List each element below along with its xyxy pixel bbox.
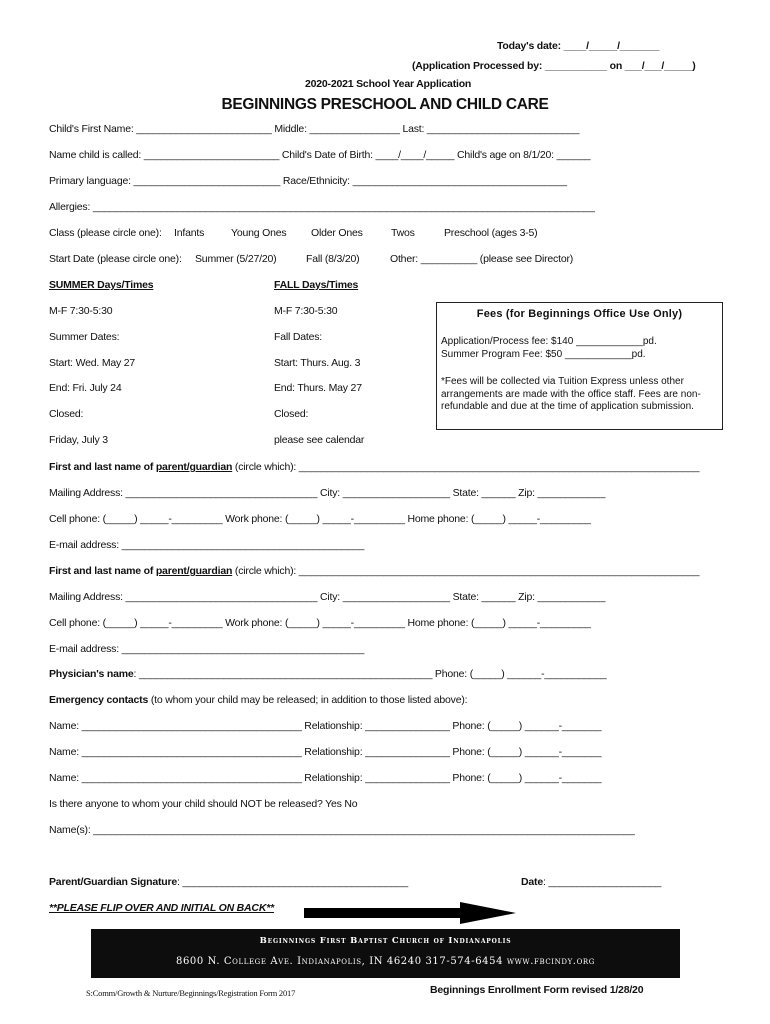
- start-option-fall[interactable]: Fall (8/3/20): [306, 253, 360, 265]
- guardian1-mailing-row[interactable]: Mailing Address: __________________________________ City: ___________________ State: ______ Zip: ____________: [49, 487, 606, 499]
- physician-label: Physician's name: [49, 668, 134, 680]
- page-title: BEGINNINGS PRESCHOOL AND CHILD CARE: [221, 96, 549, 113]
- fall-heading: FALL Days/Times: [274, 279, 359, 291]
- not-released-question[interactable]: Is there anyone to whom your child should NOT be released? Yes No: [49, 798, 358, 810]
- start-option-other[interactable]: Other: __________ (please see Director): [390, 253, 574, 265]
- signature-label: Parent/Guardian Signature: [49, 876, 178, 888]
- fall-line: End: Thurs. May 27: [274, 382, 362, 394]
- guardian-name-label: First and last name of: [49, 461, 156, 473]
- summer-line: Summer Dates:: [49, 331, 120, 343]
- emergency-contact-row[interactable]: Name: _______________________________________ Relationship: _______________ Phone: (_____) ______-_______: [49, 720, 602, 732]
- summer-line: End: Fri. July 24: [49, 382, 122, 394]
- emergency-contact-row[interactable]: Name: _______________________________________ Relationship: _______________ Phone: (_____) ______-_______: [49, 746, 602, 758]
- date-label: Date: [521, 876, 543, 888]
- summer-heading: SUMMER Days/Times: [49, 279, 154, 291]
- guardian1-phones-row[interactable]: Cell phone: (_____) _____-_________ Work phone: (_____) _____-_________ Home phone: (_____) _____-_________: [49, 513, 591, 525]
- application-fee-line[interactable]: Application/Process fee: $140 ____________pd.: [441, 336, 657, 347]
- signature-date-row[interactable]: [521, 876, 661, 888]
- guardian1-email-row[interactable]: E-mail address: ___________________________________________: [49, 539, 365, 551]
- start-date-label: Start Date (please circle one):: [49, 253, 182, 265]
- fall-line: please see calendar: [274, 434, 365, 446]
- fees-heading: Fees (for Beginnings Office Use Only): [476, 308, 683, 320]
- summer-line: Friday, July 3: [49, 434, 108, 446]
- guardian1-name-row[interactable]: [49, 461, 699, 473]
- guardian-name-blank: (circle which): _______________________________________________________________________: [232, 565, 700, 577]
- guardian2-name-row[interactable]: [49, 565, 699, 577]
- language-row[interactable]: Primary language: __________________________ Race/Ethnicity: ______________________________________: [49, 175, 567, 187]
- emergency-label: Emergency contacts: [49, 694, 149, 706]
- footer-address[interactable]: 8600 N. College Ave. Indianapolis, IN 46240 317-574-6454 www.fbcindy.org: [175, 956, 595, 967]
- allergies-row[interactable]: Allergies: _________________________________________________________________________________________: [49, 201, 595, 213]
- fall-line: M-F 7:30-5:30: [274, 305, 338, 317]
- fees-box: [436, 302, 723, 430]
- application-processed-line: (Application Processed by: ___________ on ___/___/_____): [412, 60, 696, 72]
- guardian-name-label-underlined: parent/guardian: [155, 461, 233, 473]
- signature-row[interactable]: [49, 876, 408, 888]
- class-option-twos[interactable]: Twos: [391, 227, 415, 239]
- revision-note: Beginnings Enrollment Form revised 1/28/20: [430, 984, 644, 996]
- class-option-infants[interactable]: Infants: [174, 227, 205, 239]
- guardian-name-label: First and last name of: [49, 565, 156, 577]
- start-option-summer[interactable]: Summer (5/27/20): [195, 253, 277, 265]
- right-arrow-icon: [300, 902, 520, 924]
- not-released-names-row[interactable]: Name(s): ________________________________________________________________________________________________: [49, 824, 635, 836]
- fall-line: Fall Dates:: [274, 331, 322, 343]
- class-option-young-ones[interactable]: Young Ones: [231, 227, 287, 239]
- summer-line: M-F 7:30-5:30: [49, 305, 113, 317]
- physician-blank: : ____________________________________________________ Phone: (_____) ______-___________: [133, 668, 607, 680]
- summer-line: Start: Wed. May 27: [49, 357, 136, 369]
- footer-banner: [91, 929, 680, 978]
- school-year-heading: 2020-2021 School Year Application: [305, 78, 472, 90]
- summer-fee-line[interactable]: Summer Program Fee: $50 ____________pd.: [441, 349, 646, 360]
- class-option-older-ones[interactable]: Older Ones: [311, 227, 363, 239]
- summer-line: Closed:: [49, 408, 84, 420]
- guardian2-phones-row[interactable]: Cell phone: (_____) _____-_________ Work phone: (_____) _____-_________ Home phone: (_____) _____-_________: [49, 617, 591, 629]
- guardian-name-blank: (circle which): _______________________________________________________________________: [232, 461, 700, 473]
- child-called-row[interactable]: Name child is called: ________________________ Child's Date of Birth: ____/____/_____ Child's age on 8/1/20: ______: [49, 149, 591, 161]
- guardian2-mailing-row[interactable]: Mailing Address: __________________________________ City: ___________________ State: ______ Zip: ____________: [49, 591, 606, 603]
- date-blank: : ____________________: [542, 876, 662, 888]
- todays-date-line: Today's date: ____/_____/_______: [497, 40, 660, 52]
- fall-line: Start: Thurs. Aug. 3: [274, 357, 361, 369]
- file-path: S:Comm/Growth & Nurture/Beginnings/Registration Form 2017: [86, 988, 296, 998]
- physician-row[interactable]: [49, 668, 606, 680]
- fall-line: Closed:: [274, 408, 309, 420]
- emergency-heading: [49, 694, 467, 706]
- guardian2-email-row[interactable]: E-mail address: ___________________________________________: [49, 643, 365, 655]
- guardian-name-label-underlined: parent/guardian: [155, 565, 233, 577]
- fees-note: *Fees will be collected via Tuition Express unless other arrangements are made with the office staff. Fees are non-refundable and due at the time of application submission.: [441, 376, 701, 412]
- emergency-contact-row[interactable]: Name: _______________________________________ Relationship: _______________ Phone: (_____) ______-_______: [49, 772, 602, 784]
- flip-over-note: **PLEASE FLIP OVER AND INITIAL ON BACK**: [49, 902, 274, 914]
- footer-organization: Beginnings First Baptist Church of Indianapolis: [259, 936, 512, 946]
- child-name-row[interactable]: Child's First Name: ________________________ Middle: ________________ Last: ___________________________: [49, 123, 580, 135]
- emergency-description: (to whom your child may be released; in addition to those listed above):: [148, 694, 468, 706]
- class-label: Class (please circle one):: [49, 227, 162, 239]
- class-option-preschool[interactable]: Preschool (ages 3-5): [444, 227, 538, 239]
- signature-blank: : ________________________________________: [177, 876, 409, 888]
